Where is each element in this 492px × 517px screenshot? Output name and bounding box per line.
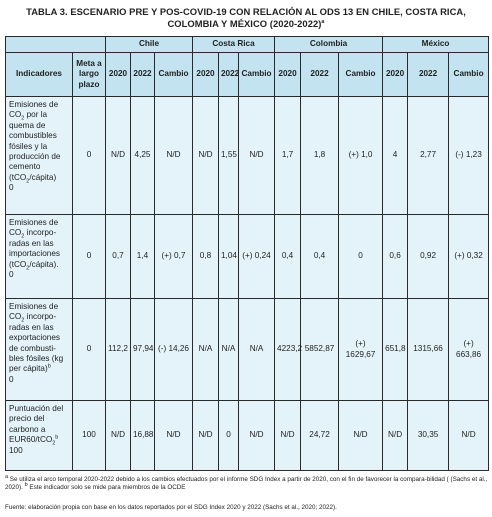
table-row [6,215,489,299]
table-cell: 1,8 [301,97,339,215]
table-cell: 5852,87 [301,299,339,401]
cell-target: 0 [73,215,106,299]
header-year: 2022 [301,53,339,97]
cell-target: 0 [73,299,106,401]
table-cell: (-) 14,26 [155,299,193,401]
header-change: Cambio [339,53,383,97]
table-cell: N/D [449,401,489,471]
table-cell: 4 [383,97,408,215]
table-cell: N/D [193,97,219,215]
table-cell: (+) 663,86 [449,299,489,401]
table-cell: 1315,66 [408,299,449,401]
table-cell: 0,92 [408,215,449,299]
table-cell: N/A [239,299,275,401]
table-cell: 0,4 [275,215,301,299]
row-label: Emisiones de $CO_2$ incorpo-radas en las exportaciones de combusti-bles fósiles (kg per cápita)$^b$ 0 [6,299,73,401]
table-cell: 0 [339,215,383,299]
table-cell: 0,7 [106,215,131,299]
header-change: Cambio [155,53,193,97]
header-target: Meta a largo plazo [73,53,106,97]
table-cell: (+) 1,0 [339,97,383,215]
table-cell: N/A [219,299,239,401]
header-year: 2020 [193,53,219,97]
cell-target: 0 [73,97,106,215]
row-label: Emisiones de $CO_2$ incorpo-radas en las importaciones (tCO$_2$/cápita). 0 [6,215,73,299]
table-cell: 24,72 [301,401,339,471]
table-row [6,97,489,215]
row-label: Emisiones de $CO_2$ por la quema de combustibles fósiles y la producción de cemento (tCO$_2$/cápita) 0 [6,97,73,215]
table-cell: 4223,2 [275,299,301,401]
header-change: Cambio [239,53,275,97]
table-cell: 112,2 [106,299,131,401]
header-year: 2022 [408,53,449,97]
table-cell: N/D [239,401,275,471]
table-cell: 0,8 [193,215,219,299]
header-country-costa-rica: Costa Rica [193,37,275,53]
table-row [6,299,489,401]
cell-target: 100 [73,401,106,471]
header-year: 2020 [383,53,408,97]
table-cell: 2,77 [408,97,449,215]
source-note: Fuente: elaboración propia con base en los datos reportados por el SDG Index 2020 y 2022 (Sachs et al., 2020; 2022). [5,504,337,511]
table-title: TABLA 3. ESCENARIO PRE Y POS-COVID-19 CON RELACIÓN AL ODS 13 EN CHILE, COSTA RICA, COLOMBIA Y MÉXICO (2020-2022)$^a$ [26,6,466,29]
table-cell: 0,6 [383,215,408,299]
table-cell: N/D [339,401,383,471]
data-table [5,36,489,471]
table-row [6,401,489,471]
row-label: Puntuación del precio del carbono a EUR60/tCO$_2^b$ 100 [6,401,73,471]
table-cell: (+) 0,24 [239,215,275,299]
table-cell: 16,88 [131,401,155,471]
table-cell: 1,04 [219,215,239,299]
table-cell: (-) 1,23 [449,97,489,215]
table-cell: 97,94 [131,299,155,401]
table-cell: N/A [193,299,219,401]
data-table-container [5,36,488,471]
table-cell: 651,8 [383,299,408,401]
table-cell: 0 [219,401,239,471]
header-year: 2020 [275,53,301,97]
header-year: 2020 [106,53,131,97]
table-cell: 30,35 [408,401,449,471]
table-cell: (+) 1629,67 [339,299,383,401]
table-cell: N/D [193,401,219,471]
table-cell: N/D [383,401,408,471]
table-cell: N/D [155,97,193,215]
table-cell: 0,4 [301,215,339,299]
header-year: 2022 [219,53,239,97]
table-cell: (+) 0,32 [449,215,489,299]
table-cell: (+) 0,7 [155,215,193,299]
header-country-colombia: Colombia [275,37,383,53]
table-cell: N/D [106,97,131,215]
table-cell: N/D [275,401,301,471]
header-country-chile: Chile [106,37,193,53]
header-year: 2022 [131,53,155,97]
table-cell: N/D [106,401,131,471]
table-cell: 1,7 [275,97,301,215]
table-cell: 1,4 [131,215,155,299]
header-indicators: Indicadores [6,53,73,97]
footnote: $^a$ Se utiliza el arco temporal 2020-2022 debido a los cambios efectuados por el informe SDG Index a partir de 2020, con el fin de favorecer la compara-bilidad ( (Sachs et al., 2020). $^b$ Este indicador solo se mide para miembros de la OCDE [5,473,488,492]
header-blank [6,37,106,53]
table-cell: N/D [239,97,275,215]
table-cell: 4,25 [131,97,155,215]
table-cell: N/D [155,401,193,471]
header-country-mexico: México [383,37,489,53]
header-change: Cambio [449,53,489,97]
table-cell: 1,55 [219,97,239,215]
